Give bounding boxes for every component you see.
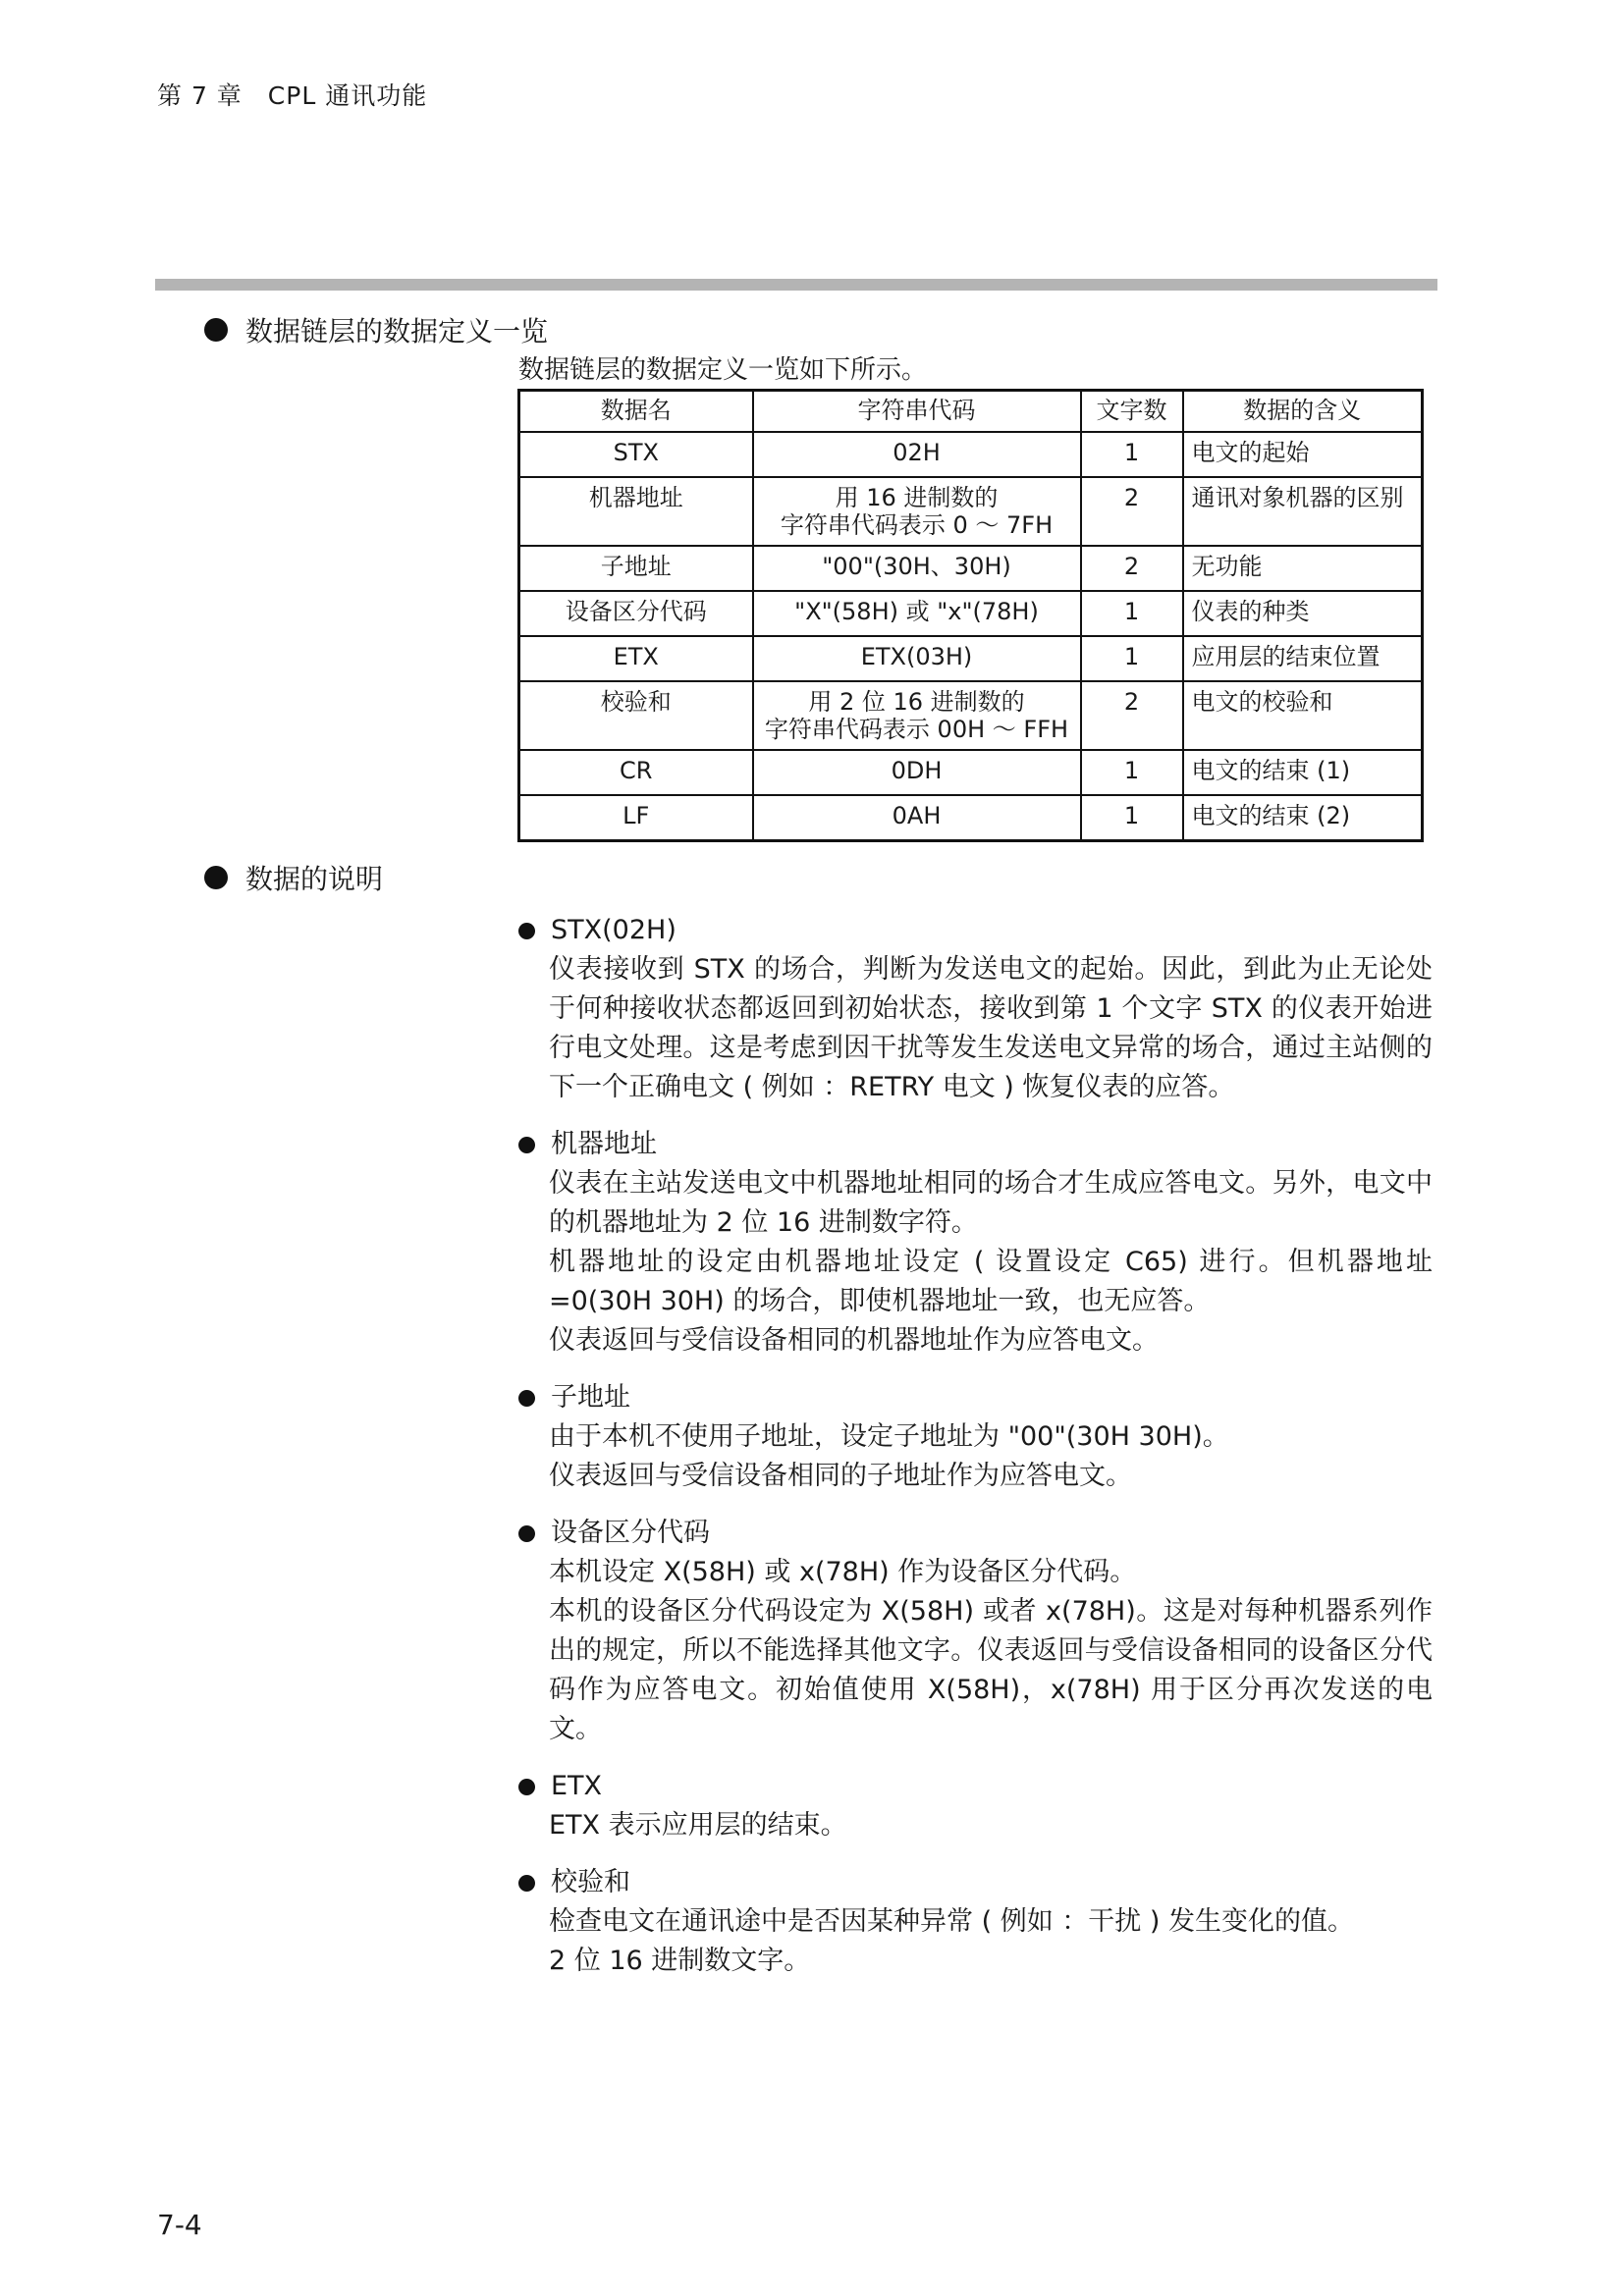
column-header: 文字数 <box>1081 391 1183 433</box>
desc-title-text: 设备区分代码 <box>551 1518 710 1548</box>
desc-paragraph: 仪表返回与受信设备相同的子地址作为应答电文。 <box>549 1461 1132 1491</box>
desc-body <box>514 1902 1433 1981</box>
desc-paragraph: 仪表接收到 STX 的场合，判断为发送电文的起始。因此，到此为止无论处于何种接收状态都返回到初始状态，接收到第 1 个文字 STX 的仪表开始进行电文处理。这是考虑到因干扰等发生发送电文异常的场合，通过主站侧的下一个正确电文 ( 例如 ：RETRY 电文 ) 恢复仪表的应答。 <box>549 954 1433 1102</box>
cell-name: STX <box>519 432 753 477</box>
column-header: 数据的含义 <box>1183 391 1423 433</box>
desc-item-device-code <box>514 1514 1447 1749</box>
cell-meaning: 电文的结束 (1) <box>1183 750 1423 795</box>
desc-paragraph: 仪表返回与受信设备相同的机器地址作为应答电文。 <box>549 1325 1159 1356</box>
cell-name: LF <box>519 795 753 841</box>
cell-code <box>753 477 1081 546</box>
cell-name: 校验和 <box>519 681 753 750</box>
cell-code-line: 字符串代码表示 0 ～ 7FH <box>780 511 1054 539</box>
bullet-icon <box>518 923 535 939</box>
cell-count: 1 <box>1081 432 1183 477</box>
desc-title <box>514 911 1447 950</box>
bullet-icon <box>204 318 228 342</box>
desc-title-text: 校验和 <box>551 1867 630 1897</box>
bullet-icon <box>204 866 228 889</box>
desc-item-checksum <box>514 1863 1447 1981</box>
section-heading-text: 数据的说明 <box>245 863 384 895</box>
cell-meaning: 通讯对象机器的区别 <box>1183 477 1423 546</box>
section-divider <box>155 279 1437 291</box>
cell-code-line: 用 2 位 16 进制数的 <box>808 688 1025 716</box>
data-descriptions <box>514 911 1447 1999</box>
cell-code: "00"(30H、30H) <box>753 546 1081 591</box>
cell-name: 子地址 <box>519 546 753 591</box>
desc-paragraph: 本机的设备区分代码设定为 X(58H) 或者 x(78H)。这是对每种机器系列作出的规定，所以不能选择其他文字。仪表返回与受信设备相同的设备区分代码作为应答电文。初始值使用 X(58H)，x(78H) 用于区分再次发送的电文。 <box>549 1596 1433 1744</box>
table-row <box>519 432 1423 477</box>
desc-title <box>514 1378 1447 1417</box>
table-intro: 数据链层的数据定义一览如下所示。 <box>518 355 928 385</box>
page-number: 7-4 <box>157 2209 202 2241</box>
cell-code: ETX(03H) <box>753 636 1081 681</box>
cell-meaning: 无功能 <box>1183 546 1423 591</box>
bullet-icon <box>518 1875 535 1892</box>
desc-paragraph: 本机设定 X(58H) 或 x(78H) 作为设备区分代码。 <box>549 1557 1137 1587</box>
data-definition-table <box>517 389 1424 842</box>
column-header: 数据名 <box>519 391 753 433</box>
desc-item-sub-address <box>514 1378 1447 1496</box>
desc-body <box>514 1553 1433 1749</box>
section-heading-text: 数据链层的数据定义一览 <box>245 315 549 347</box>
cell-count: 1 <box>1081 795 1183 841</box>
cell-count: 2 <box>1081 681 1183 750</box>
section-heading-data-explanation <box>204 858 383 897</box>
desc-body <box>514 950 1433 1107</box>
cell-meaning: 电文的结束 (2) <box>1183 795 1423 841</box>
cell-name: ETX <box>519 636 753 681</box>
table-row <box>519 636 1423 681</box>
cell-code <box>753 681 1081 750</box>
cell-name: 机器地址 <box>519 477 753 546</box>
table-row <box>519 681 1423 750</box>
cell-code: 0AH <box>753 795 1081 841</box>
desc-paragraph: 机器地址的设定由机器地址设定 ( 设置设定 C65) 进行。但机器地址 =0(30H 30H) 的场合，即使机器地址一致，也无应答。 <box>549 1247 1433 1316</box>
desc-paragraph: 检查电文在通讯途中是否因某种异常 ( 例如 ：干扰 ) 发生变化的值。 <box>549 1906 1354 1937</box>
desc-paragraph: 仪表在主站发送电文中机器地址相同的场合才生成应答电文。另外，电文中的机器地址为 2 位 16 进制数字符。 <box>549 1168 1433 1238</box>
desc-title <box>514 1767 1447 1806</box>
cell-count: 1 <box>1081 636 1183 681</box>
desc-item-etx <box>514 1767 1447 1845</box>
cell-code: 02H <box>753 432 1081 477</box>
bullet-icon <box>518 1779 535 1795</box>
desc-title <box>514 1514 1447 1553</box>
table-row <box>519 591 1423 636</box>
desc-title <box>514 1125 1447 1164</box>
desc-title-text: STX(02H) <box>551 915 677 945</box>
bullet-icon <box>518 1390 535 1407</box>
chapter-header: 第 7 章 CPL 通讯功能 <box>157 81 428 110</box>
cell-count: 1 <box>1081 591 1183 636</box>
desc-title-text: ETX <box>551 1771 603 1801</box>
cell-code: "X"(58H) 或 "x"(78H) <box>753 591 1081 636</box>
section-heading-data-definitions <box>204 310 548 349</box>
cell-count: 2 <box>1081 546 1183 591</box>
column-header: 字符串代码 <box>753 391 1081 433</box>
cell-count: 2 <box>1081 477 1183 546</box>
desc-title <box>514 1863 1447 1902</box>
desc-paragraph: 2 位 16 进制数文字。 <box>549 1946 811 1976</box>
desc-title-text: 机器地址 <box>551 1129 657 1159</box>
cell-code: 0DH <box>753 750 1081 795</box>
desc-item-stx <box>514 911 1447 1107</box>
cell-code-line: 用 16 进制数的 <box>835 484 999 511</box>
cell-code-line: 字符串代码表示 00H ～ FFH <box>764 716 1069 743</box>
desc-body <box>514 1417 1433 1496</box>
cell-meaning: 应用层的结束位置 <box>1183 636 1423 681</box>
cell-meaning: 电文的校验和 <box>1183 681 1423 750</box>
desc-paragraph: 由于本机不使用子地址，设定子地址为 "00"(30H 30H)。 <box>549 1421 1229 1452</box>
desc-body <box>514 1806 1433 1845</box>
cell-count: 1 <box>1081 750 1183 795</box>
desc-body <box>514 1164 1433 1361</box>
cell-meaning: 电文的起始 <box>1183 432 1423 477</box>
desc-paragraph: ETX 表示应用层的结束。 <box>549 1810 847 1841</box>
cell-name: 设备区分代码 <box>519 591 753 636</box>
desc-item-device-address <box>514 1125 1447 1361</box>
bullet-icon <box>518 1525 535 1542</box>
table-row <box>519 750 1423 795</box>
table-row <box>519 477 1423 546</box>
cell-name: CR <box>519 750 753 795</box>
table-header-row <box>519 391 1423 433</box>
cell-meaning: 仪表的种类 <box>1183 591 1423 636</box>
bullet-icon <box>518 1137 535 1153</box>
table-row <box>519 546 1423 591</box>
table-row <box>519 795 1423 841</box>
desc-title-text: 子地址 <box>551 1382 630 1413</box>
